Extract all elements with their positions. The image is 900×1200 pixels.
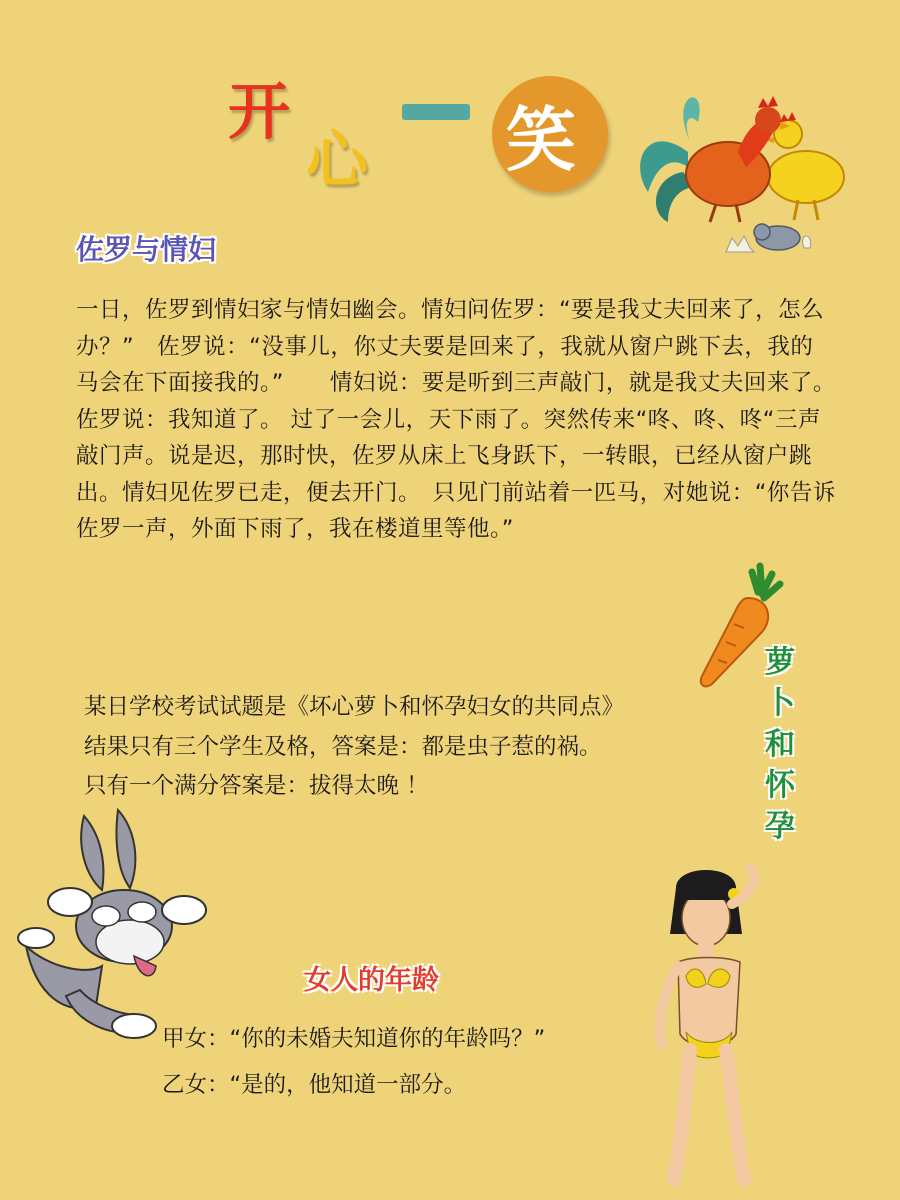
title-char-kai: 开 xyxy=(228,75,291,148)
joke2-line: 结果只有三个学生及格，答案是：都是虫子惹的祸。 xyxy=(84,733,602,760)
rooster-hen-icon xyxy=(628,82,848,262)
title-char-xin: 心 xyxy=(306,123,369,196)
joke2-text xyxy=(84,688,724,807)
vertical-title-char: 怀 xyxy=(765,768,795,803)
joke2-line: 某日学校考试试题是《坏心萝卜和怀孕妇女的共同点》 xyxy=(84,694,625,720)
vertical-title-char: 卜 xyxy=(765,686,795,721)
vertical-title xyxy=(762,642,798,847)
girl-icon xyxy=(632,864,782,1190)
joke3-dialog xyxy=(162,1016,545,1108)
title-char-xiao: 笑 xyxy=(506,99,576,181)
joke2-line: 只有一个满分答案是：拔得太晚 ！ xyxy=(84,773,429,799)
rabbit-icon xyxy=(6,806,216,1046)
title-char-yi xyxy=(402,104,470,120)
vertical-title-char: 萝 xyxy=(765,645,795,680)
story-text: 一日，佐罗到情妇家与情妇幽会。情妇问佐罗：“要是我丈夫回来了，怎么办？” 佐罗说：“没事儿，你丈夫要是回来了，我就从窗户跳下去，我的马会在下面接我的。” 情妇说：要是听到三声敲门，就是我丈夫回来了。 佐罗说：我知道了。 过了一会儿，天下雨了。突然传来“咚、咚、咚“三声敲门声。说是迟，那时快，佐罗从床上飞身跃下，一转眼，已经从窗户跳出。情妇见佐罗已走，便去开门。 只见门前站着一匹马，对她说：“你告诉佐罗一声，外面下雨了，我在楼道里等他。” xyxy=(76,297,836,542)
dialog-line: 甲女：“你的未婚夫知道你的年龄吗？” xyxy=(162,1026,546,1052)
joke3-title: 女人的年龄 xyxy=(304,965,439,996)
vertical-title-char: 和 xyxy=(765,727,795,762)
dialog-line: 乙女：“是的，他知道一部分。 xyxy=(162,1072,467,1098)
story-title: 佐罗与情妇 xyxy=(76,233,217,266)
vertical-title-char: 孕 xyxy=(765,809,795,844)
